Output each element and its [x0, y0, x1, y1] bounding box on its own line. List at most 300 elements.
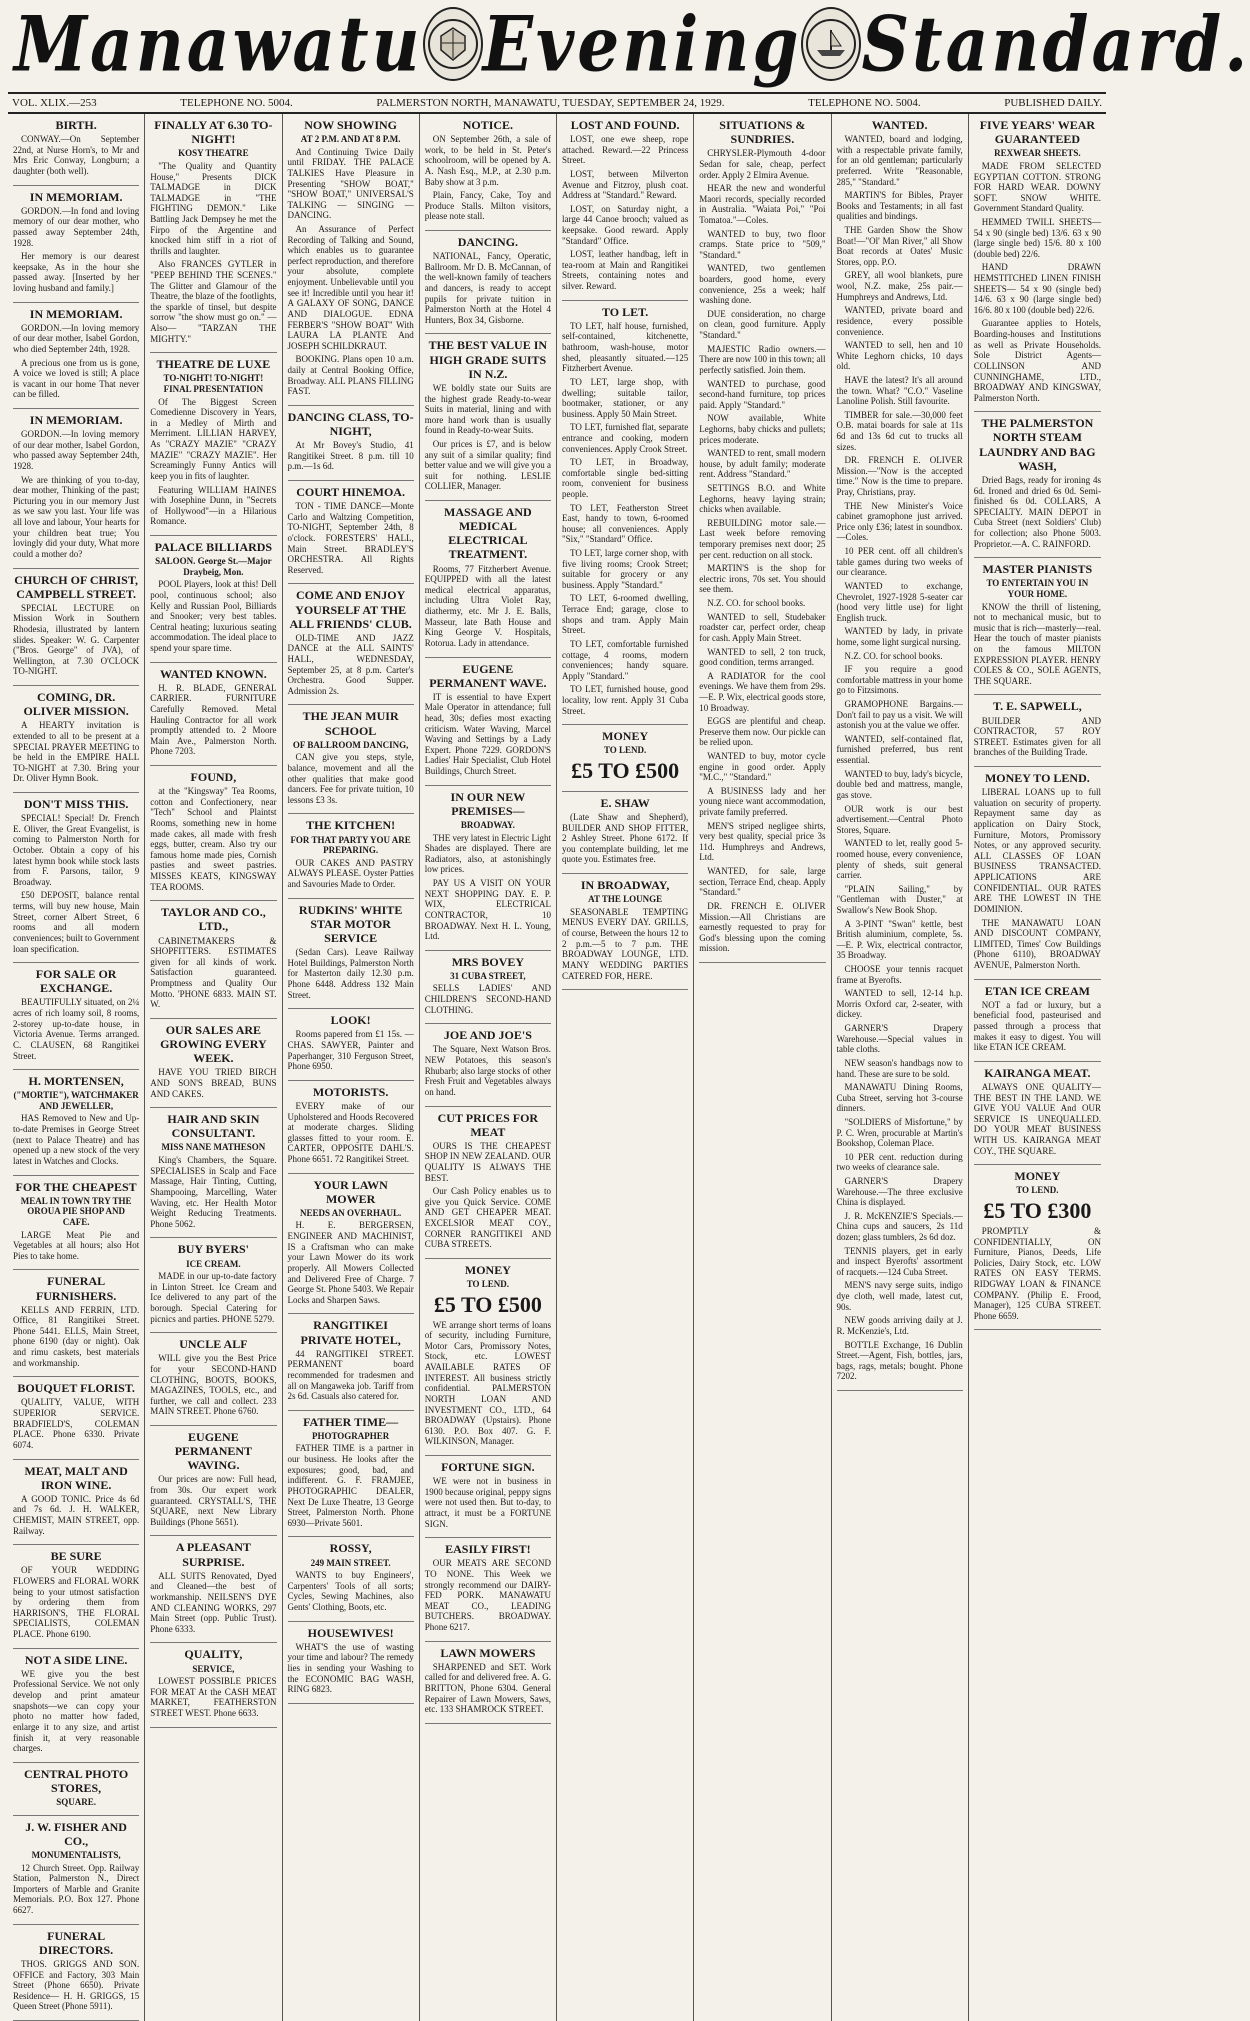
- ad-body: [425, 1662, 551, 1715]
- ad-heading: ETAN ICE CREAM: [984, 983, 1090, 998]
- ad-body: [425, 1320, 551, 1447]
- advertisement: [562, 114, 688, 301]
- ad-body: [13, 997, 139, 1061]
- advertisement: [425, 1024, 551, 1106]
- ad-subheading: KOSY THEATRE: [178, 148, 249, 159]
- loan-amount-range: £5 TO £500: [433, 1291, 542, 1317]
- ad-subheading: SQUARE.: [56, 1797, 96, 1808]
- advertisement: [288, 1174, 414, 1315]
- advertisement: [974, 980, 1101, 1062]
- ad-heading: FINALLY AT 6.30 TO-NIGHT!: [154, 118, 273, 147]
- advertisement: [288, 1009, 414, 1081]
- ad-paragraph: BOTTLE Exchange, 16 Dublin Street.—Agent, Fish, bottles, jars, bags, rags, metals; bought. Phone 7202.: [836, 1339, 963, 1382]
- ad-paragraph: GORDON.—In loving memory of our dear mother, Isabel Gordon, who passed away September 24th, 1928.: [13, 429, 140, 472]
- ad-subheading: PHOTOGRAPHER: [311, 1430, 390, 1441]
- ad-paragraph: WANTED to buy, two floor cramps. State price to "509," "Standard.": [699, 228, 826, 260]
- advertisement: [13, 963, 139, 1070]
- ad-paragraph: DR. FRENCH E. OLIVER Mission.—"Now is the accepted time." Now is the time to prepare. Pray, Christians, pray.: [836, 455, 963, 498]
- ad-body: [425, 564, 551, 649]
- ad-paragraph: TENNIS players, get in early and inspect Byerofts' assortment of racquets.—124 Cuba Street.: [836, 1245, 963, 1277]
- advertisement: [288, 114, 414, 406]
- advertisement: [425, 658, 551, 786]
- ad-body: [13, 1669, 139, 1754]
- ad-body: [13, 1863, 139, 1916]
- ad-body: [150, 1271, 276, 1324]
- ad-heading: CUT PRICES FOR MEAT: [437, 1110, 539, 1139]
- advertisement: [425, 951, 551, 1025]
- ad-paragraph: GREY, all wool blankets, pure wool, N.Z. make, 25s pair.—Humphreys and Andrews, Ltd.: [836, 270, 963, 302]
- ad-heading: FUNERAL FURNISHERS.: [35, 1274, 117, 1303]
- ad-paragraph: WANTED by lady, in private home, some light surgical nursing.: [836, 626, 963, 647]
- ad-subheading: ("MORTIE"), WATCHMAKER AND JEWELLER,: [13, 1090, 139, 1111]
- ship-crest-drawing: [803, 16, 859, 72]
- column-5: [557, 114, 694, 2021]
- ad-subheading: TO LEND.: [466, 1279, 510, 1290]
- ad-heading: COURT HINEMOA.: [296, 484, 405, 499]
- ad-heading: LAWN MOWERS: [440, 1645, 536, 1660]
- ad-paragraph: MARTIN'S for Bibles, Prayer Books and Testaments; in all fast qualities and bindings.: [836, 190, 963, 222]
- ad-paragraph: CHOOSE your tennis racquet frame at Byerofts.: [836, 964, 963, 985]
- ad-subheading: NEEDS AN OVERHAUL.: [299, 1207, 402, 1218]
- ad-body: [13, 1397, 139, 1450]
- ad-subheading: MONUMENTALISTS,: [31, 1849, 121, 1860]
- ad-body: [150, 1474, 276, 1527]
- advertisement: [425, 114, 551, 231]
- ad-body: [150, 1155, 276, 1229]
- ad-paragraph: MAJESTIC Radio owners.—There are now 100 in this town; all perfectly satisfied. Join them.: [699, 343, 826, 375]
- ad-paragraph: IT is essential to have Expert Male Operator in attendance; full head, 30s; defies most exacting criticism. Water Waving, Marcel Waving and Settings by a Lady Expert. Phone 7229. GORDON'S Ladies' Hair Specialist, Club Hotel Buildings, Church Street.: [424, 691, 551, 777]
- ad-paragraph: BUILDER AND CONTRACTOR, 57 ROY STREET. Estimates given for all branches of the Building Trade.: [973, 715, 1101, 758]
- ad-paragraph: £50 DEPOSIT, balance rental terms, will buy new house, Main Street, corner Albert Street, 6 rooms and all modern conveniences; built to Government loan specification.: [13, 890, 140, 954]
- column-2: [145, 114, 282, 2021]
- ad-heading: WANTED.: [871, 118, 928, 132]
- ad-heading: FOR SALE OR EXCHANGE.: [35, 967, 117, 996]
- ad-body: [150, 161, 276, 344]
- ad-heading: FOUND,: [190, 770, 237, 785]
- ad-paragraph: WANTED, for sale, large section, Terrace End, cheap. Apply "Standard.": [699, 866, 826, 898]
- ad-heading: HOUSEWIVES!: [307, 1625, 394, 1640]
- ad-body: [150, 936, 276, 1010]
- advertisement: [699, 114, 825, 963]
- ad-body: [562, 134, 688, 292]
- ad-body: [425, 692, 551, 777]
- ad-paragraph: QUALITY, VALUE, WITH SUPERIOR SERVICE. BRADFIELD'S, COLEMAN PLACE. Phone 6330. Private 6074.: [13, 1397, 140, 1450]
- ad-paragraph: A BUSINESS lady and her young niece want accommodation, private family preferred.: [699, 785, 826, 818]
- column-1: [8, 114, 145, 2021]
- column-7: [832, 114, 969, 2021]
- ad-heading: RUDKINS' WHITE STAR MOTOR SERVICE: [298, 902, 403, 945]
- ad-subheading: AT 2 P.M. AND AT 8 P.M.: [300, 134, 401, 145]
- ad-paragraph: CONWAY.—On September 22nd, at Nurse Horn's, to Mr and Mrs Eric Conway, Longburn; a daughter (both well).: [13, 134, 140, 176]
- ad-paragraph: "SOLDIERS of Misfortune," by P. C. Wren, procurable at Martin's Bookshop, Coleman Place.: [836, 1116, 963, 1149]
- ad-body: [288, 1443, 414, 1528]
- advertisement: [562, 725, 688, 792]
- ad-paragraph: WANTED, private board and residence, every possible convenience.: [836, 305, 963, 337]
- ad-heading: THE JEAN MUIR SCHOOL: [302, 709, 399, 738]
- ad-heading: IN MEMORIAM.: [29, 189, 123, 204]
- ad-paragraph: WANTED to sell, 2 ton truck, good condition, terms arranged.: [699, 646, 826, 668]
- ad-heading: HAIR AND SKIN CONSULTANT.: [167, 1112, 260, 1141]
- ad-paragraph: NEW season's handbags now to hand. These are sure to be sold.: [836, 1057, 963, 1079]
- ad-heading: ROSSY,: [329, 1541, 372, 1556]
- ad-paragraph: WANTED to rent, small modern house, by adult family; moderate rent. Address "Standard.": [699, 448, 826, 480]
- advertisement: [13, 1176, 139, 1271]
- ad-paragraph: WE give you the best Professional Service. We not only develop and print amateur snapshots—we can copy your photo no matter how faded, enlarge it to any size, and artist finish it, at very reasonable charges.: [13, 1668, 140, 1754]
- ad-paragraph: WE arrange short terms of loans of security, including Furniture, Motor Cars, Promissory Notes, Stock, etc. LOWEST AVAILABLE RATES OF INTEREST. All business strictly confidential. PALMERSTON NORTH LOAN AND INVESTMENT CO., LTD., 64 BROADWAY (Upstairs). Phone 6130. P.O. Box 407. G. F. WILKINSON, Manager.: [424, 1319, 551, 1447]
- ad-paragraph: SELLS LADIES' AND CHILDREN'S SECOND-HAND CLOTHING.: [424, 983, 551, 1015]
- ad-heading: MASTER PIANISTS: [982, 562, 1093, 577]
- ad-heading: THEATRE DE LUXE: [156, 357, 271, 372]
- advertisement: [150, 114, 276, 353]
- ad-body: [13, 323, 139, 400]
- ad-body: [974, 161, 1101, 403]
- ad-body: [288, 1642, 414, 1695]
- ad-paragraph: BEAUTIFULLY situated, on 2¼ acres of rich loamy soil, 8 rooms, 2-storey up-to-date house, in Victoria Avenue. Terms arranged. C. CLAUSEN, 68 Rangitikei Street.: [13, 997, 140, 1061]
- ad-paragraph: J. R. McKENZIE'S Specials.—China cups and saucers, 2s 11d dozen; glass tumblers, 2s 6d doz.: [836, 1210, 963, 1243]
- ad-body: [425, 1476, 551, 1529]
- advertisement: [13, 114, 139, 186]
- ad-paragraph: CAN give you steps, style, balance, movement and all the other qualities that make good dancers. Fee for private tuition, 10 lessons £3 3s.: [287, 752, 414, 805]
- ad-subheading: OF BALLROOM DANCING,: [292, 739, 409, 750]
- ad-heading: H. MORTENSEN,: [28, 1074, 124, 1089]
- ad-paragraph: WANTED to sell, Studebaker roadster car, perfect order, cheap for cash. Apply Main Street.: [699, 611, 826, 643]
- ad-paragraph: NOW available, White Leghorns, baby chicks and pullets; prices moderate.: [699, 413, 826, 445]
- ship-crest-icon: [801, 7, 861, 81]
- ad-subheading: MEAL IN TOWN TRY THE OROUA PIE SHOP AND CAFE.: [20, 1195, 132, 1227]
- advertisement: [288, 1537, 414, 1621]
- ad-body: [425, 134, 551, 222]
- ad-paragraph: 44 RANGITIKEI STREET. PERMANENT board recommended for tradesmen and all on Mangaweka job. Tariff from 2s 6d. Casuals also catered for.: [287, 1348, 414, 1402]
- ad-heading: IN MEMORIAM.: [29, 413, 123, 428]
- ad-subheading: TO ENTERTAIN YOU IN YOUR HOME.: [986, 578, 1089, 599]
- advertisement: [562, 301, 688, 725]
- ad-paragraph: A HEARTY invitation is extended to all to be present at a SPECIAL PRAYER MEETING to be held in the EMPIRE HALL TO-NIGHT at 7.30. Bring your Dr. Oliver Hymn Book.: [13, 720, 140, 784]
- ad-paragraph: OUR work is our best advertisement.—Central Photo Stores, Square.: [836, 803, 963, 835]
- ad-body: [699, 148, 825, 954]
- ad-paragraph: MEN'S navy serge suits, indigo dye cloth, well made, latest cut, 90s.: [836, 1280, 963, 1312]
- ad-paragraph: GORDON.—In loving memory of our dear mother, Isabel Gordon, who died September 24th, 1928.: [13, 322, 140, 354]
- advertisement: [288, 1411, 414, 1538]
- ad-body: [425, 1558, 551, 1632]
- ad-body: [288, 1029, 414, 1071]
- ad-paragraph: FATHER TIME is a partner in our business. He looks after the exposures; good, bad, and indifferent. G. F. FRAMJEE, PHOTOGRAPHIC DEALER, Next De Luxe Theatre, 13 George Street, Palmerston North. Phone 6930—Private 5601.: [287, 1443, 414, 1528]
- advertisement: [13, 1545, 139, 1648]
- advertisement: [150, 1108, 276, 1238]
- ad-heading: THE BEST VALUE IN HIGH GRADE SUITS IN N.Z.: [428, 338, 548, 381]
- ad-paragraph: WANTED to buy, motor cycle engine in good order. Apply "M.C.," "Standard.": [699, 751, 826, 783]
- ad-heading: FOR THE CHEAPEST: [15, 1179, 137, 1194]
- ad-body: [13, 1305, 139, 1369]
- ad-paragraph: HAND DRAWN HEMSTITCHED LINEN FINISH SHEETS— 54 x 90 (single bed) 14/6. 63 x 90 (large single bed) 16/6. 80 x 100 (double bed) 22/6.: [973, 262, 1101, 315]
- ad-heading: DON'T MISS THIS.: [23, 797, 129, 812]
- ad-body: [425, 1044, 551, 1097]
- ad-heading: RANGITIKEI PRIVATE HOTEL,: [300, 1318, 401, 1347]
- advertisement: [837, 114, 963, 1391]
- ad-subheading: SALOON. George St.—Major Draybeig, Mon.: [155, 556, 272, 577]
- ad-body: [425, 1141, 551, 1250]
- advertisement: [150, 536, 276, 663]
- ad-heading: UNCLE ALF: [179, 1337, 248, 1352]
- ad-paragraph: Rooms, 77 Fitzherbert Avenue. EQUIPPED with all the latest medical electrical apparatus, including Ultra Violet Ray, diathermy, etc. Mr J. E. Balls, Masseur, late Bath House and King George V. Hospitals, Rotorua. Lady in attendance.: [424, 563, 551, 648]
- ad-paragraph: EGGS are plentiful and cheap. Preserve them now. Our pickle can be relied upon.: [699, 716, 826, 748]
- advertisement: [13, 303, 139, 409]
- ad-paragraph: N.Z. CO. for school books.: [844, 650, 943, 661]
- ad-heading: BIRTH.: [55, 118, 97, 132]
- ad-heading: LOST AND FOUND.: [570, 118, 680, 132]
- ad-paragraph: Her memory is our dearest keepsake, As in the hour she passed away. [Inserted by her loving husband and family.]: [13, 251, 140, 294]
- ad-paragraph: WANTED to purchase, good second-hand furniture, top prices paid. Apply "Standard.": [699, 378, 826, 410]
- ad-body: [150, 1353, 276, 1417]
- advertisement: [562, 792, 688, 874]
- ad-paragraph: MANAWATU Dining Rooms, Cuba Street, serving hot 3-course dinners.: [836, 1082, 963, 1114]
- ad-paragraph: A RADIATOR for the cool evenings. We have them from 29s.—E. P. Wix, electrical goods store, 10 Broadway.: [699, 670, 826, 713]
- ad-heading: MONEY: [464, 1262, 511, 1277]
- ad-paragraph: We are thinking of you to-day, dear mother, Thinking of the past; Picturing you in our memory Just as we saw you last. Your life was all love and labour, Your hearts for your children beat true; You lovingly did your duty, What more could a mother do?: [13, 474, 140, 559]
- ad-paragraph: HEAR the new and wonderful Maori records, specially recorded in Australia. "Waiata Poi," "Poi Tomatoa."—Coles.: [699, 183, 826, 225]
- ad-body: [837, 134, 963, 1382]
- ad-heading: MONEY TO LEND.: [984, 771, 1090, 786]
- ad-paragraph: SEASONABLE TEMPTING MENUS EVERY DAY. GRILLS, of course, Between the hours 12 to 2 p.m.—5 to 7 p.m. THE BROADWAY LOUNGE, LTD. MANY WEDDING PARTIES CATERED FOR, HERE.: [562, 906, 689, 981]
- ad-subheading: REXWEAR SHEETS.: [994, 148, 1081, 159]
- ad-body: [974, 787, 1101, 970]
- ad-paragraph: Our prices are now: Full head, from 30s. Our expert work guaranteed. CRYSTALL'S, THE SQUARE, next New Library Buildings (Phone 5651).: [150, 1474, 277, 1527]
- ad-body: [150, 1067, 276, 1099]
- ad-body: [288, 501, 414, 575]
- ad-subheading: 31 CUBA STREET,: [450, 970, 526, 981]
- ad-paragraph: TO LET, 6-roomed dwelling, Terrace End; garage, close to shops and tram. Apply Main Street.: [562, 593, 689, 636]
- ad-body: [562, 907, 688, 981]
- ad-body: [288, 1220, 414, 1305]
- ad-heading: BOUQUET FLORIST.: [17, 1381, 135, 1396]
- ad-paragraph: GARNER'S Drapery Warehouse.—Special values in table cloths.: [836, 1023, 963, 1055]
- ad-heading: COMING, DR. OLIVER MISSION.: [23, 690, 129, 719]
- ad-paragraph: CABINETMAKERS & SHOPFITTERS. ESTIMATES given for all kinds of work. Satisfaction guaranteed. Promptness and Quality Our Motto. 'PHONE 6833. MAIN ST. W.: [150, 935, 277, 1010]
- ad-paragraph: REBUILDING motor sale.—Last week before removing temporary premises next door; 25 per cent. reduction on all stock.: [699, 517, 826, 560]
- advertisement: [150, 1019, 276, 1108]
- ad-paragraph: "PLAIN Sailing," by "Gentleman with Duster," at Swallow's New Book Shop.: [836, 883, 963, 915]
- ad-body: [974, 1082, 1101, 1156]
- ad-paragraph: OUR MEATS ARE SECOND TO NONE. This Week we strongly recommend our DAIRY-FED PORK. MANAWATU MEAT CO., LEADING BUTCHERS. BROADWAY. Phone 6217.: [424, 1558, 551, 1632]
- ad-paragraph: THE Garden Show the Show Boat!—"Ol' Man River," all Show Boat records at Oates' Music Stores, opp. P.O.: [836, 225, 963, 267]
- loan-amount-range: £5 TO £500: [571, 757, 680, 783]
- ad-body: [150, 1676, 276, 1718]
- ad-subheading: 249 MAIN STREET.: [310, 1557, 391, 1568]
- ad-subheading: SERVICE,: [192, 1663, 235, 1674]
- advertisement: [150, 1643, 276, 1727]
- ad-subheading: BROADWAY.: [460, 820, 515, 831]
- ad-heading: MOTORISTS.: [312, 1084, 389, 1099]
- ad-paragraph: PAY US A VISIT ON YOUR NEXT SHOPPING DAY. E. P. WIX, ELECTRICAL CONTRACTOR, 10 BROADWAY. Next H. L. Young, Ltd.: [424, 878, 551, 942]
- ad-heading: DANCING CLASS, TO-NIGHT,: [287, 409, 414, 438]
- ad-heading: FIVE YEARS' WEAR GUARANTEED: [979, 118, 1096, 147]
- ad-paragraph: POOL Players, look at this! Dell pool, continuous school; also Kelly and Russian Pool, Billiards and Snooker; very best tables. Central heating; luxurious seating accommodation. The ideal place to spend your spare time.: [150, 579, 277, 653]
- ad-body: [288, 1101, 414, 1165]
- column-4: [420, 114, 557, 2021]
- ad-paragraph: IF you require a good comfortable mattress in your home go to Fitzsimons.: [836, 664, 963, 696]
- ad-paragraph: ALWAYS ONE QUALITY—THE BEST IN THE LAND. WE GIVE YOU VALUE And OUR SERVICE IS UNEQUALLED. DO YOUR MEAT BUSINESS WITH US. KAIRANGA MEAT COY., THE SQUARE.: [973, 1081, 1101, 1156]
- ad-heading: THE PALMERSTON NORTH STEAM LAUNDRY AND BAG WASH,: [979, 416, 1096, 473]
- advertisement: [13, 1460, 139, 1546]
- ad-paragraph: DR. FRENCH E. OLIVER Mission.—All Christians are earnestly requested to pray for God's blessing upon the coming mission.: [699, 900, 826, 954]
- ad-paragraph: at the "Kingsway" Tea Rooms, cotton and Confectionery, near "Tech" School and Plaintst Rooms, something new in home made cakes, all made with fresh eggs, butter, cream. Also try our famous home made pies, Cornish pasties and sweet pastries. MISSES KEATS, KINGSWAY TEA ROOMS.: [150, 786, 277, 892]
- ad-paragraph: TIMBER for sale.—30,000 feet O.B. matai boards for sale at 11s 6d and 13s 6d cut to trucks all sizes.: [836, 409, 963, 452]
- ad-heading: EUGENE PERMANENT WAVING.: [174, 1429, 253, 1473]
- ad-body: [13, 1230, 139, 1262]
- ad-paragraph: WE boldly state our Suits are the highest grade Ready-to-wear Suits in material, lining and with more hand work than is usually found in Ready-to-wear Suits.: [424, 382, 551, 436]
- coat-of-arms-icon: [423, 7, 483, 81]
- ad-heading: FATHER TIME—: [303, 1414, 399, 1429]
- ad-paragraph: WANTED, two gentlemen boarders, good home, every convenience, 25s a week; half washing done.: [699, 263, 826, 306]
- ad-heading: J. W. FISHER AND CO.,: [25, 1819, 127, 1848]
- ad-paragraph: (Late Shaw and Shepherd), BUILDER AND SHOP FITTER, 2 Ashley Street. Phone 6172. If you contemplate building, let me quote you. Estimates free.: [562, 812, 689, 865]
- ad-paragraph: TO LET, in Broadway, comfortable single bed-sitting room, convenient for business people.: [562, 457, 689, 499]
- ad-body: [288, 752, 414, 805]
- ad-paragraph: OUR CAKES AND PASTRY ALWAYS PLEASE. Oyster Patties and Savouries Made to Order.: [287, 857, 414, 890]
- ad-body: [150, 397, 276, 527]
- masthead: [0, 0, 1250, 89]
- ad-paragraph: WANTED, board and lodging, with a respectable private family, for an old gentleman; particularly preferred. Write "Reasonable, 285," "Standard.": [836, 134, 963, 187]
- ad-paragraph: MEN'S striped negligee shirts, very best quality, special price 3s 11d. Humphreys and Andrews, Ltd.: [699, 820, 826, 863]
- ad-body: [288, 1349, 414, 1402]
- ad-subheading: AT THE LOUNGE: [588, 894, 663, 905]
- ad-body: [150, 786, 276, 892]
- ad-paragraph: TO LET, furnished flat, separate entrance and cooking, modern conveniences. Apply Crook Street.: [562, 422, 689, 454]
- ad-body: [974, 1226, 1101, 1321]
- advertisement: [288, 406, 414, 481]
- place-and-date: PALMERSTON NORTH, MANAWATU, TUESDAY, SEPTEMBER 24, 1929.: [376, 97, 725, 109]
- advertisement: [288, 814, 414, 898]
- ad-paragraph: LARGE Meat Pie and Vegetables at all hours; also Hot Pies to take home.: [13, 1229, 140, 1261]
- ad-subheading: TO LEND.: [1016, 1185, 1059, 1196]
- advertisement: [150, 663, 276, 766]
- volume-number: VOL. XLIX.—253: [12, 97, 97, 109]
- advertisement: [150, 1238, 276, 1333]
- ad-paragraph: OF YOUR WEDDING FLOWERS and FLORAL WORK being to your utmost satisfaction by ordering them from HARRISON'S, THE FLORAL SPECIALISTS, COLEMAN PLACE. Phone 6190.: [13, 1565, 140, 1640]
- ad-paragraph: GORDON.—In fond and loving memory of our dear mother, who passed away September 24th, 1928.: [13, 205, 140, 248]
- advertisement: [13, 1377, 139, 1459]
- ad-paragraph: A precious one from us is gone, A voice we loved is still; A place is vacant in our home That never can be filled.: [13, 357, 140, 400]
- ad-paragraph: MADE in our up-to-date factory in Linton Street. Ice Cream and Ice delivered to any part of the borough. Special Catering for picnics and parties. PHONE 5279.: [150, 1271, 277, 1324]
- ad-paragraph: H. R. BLADE, GENERAL CARRIER. FURNITURE Carefully Removed. Metal Hauling Contractor for all work promptly attended to. 2 Moore Main Ave., Palmerston North. Phone 7203.: [150, 682, 277, 757]
- masthead-title-left: Manawatu: [14, 0, 423, 89]
- ad-heading: IN MEMORIAM.: [29, 306, 123, 321]
- ad-paragraph: LOST, on Saturday night, a large 44 Canoe brooch; valued as keepsake. Good reward. Apply "Standard" Office.: [562, 203, 689, 246]
- ad-paragraph: An Assurance of Perfect Recording of Talking and Sound, which enables us to guarantee perfect reproduction, and therefore your absolute, complete enjoyment. Unbelievable until you see it! Incredible until you hear it! A GALAXY OF SONG, DANCE AND DIALOGUE. EDNA FERBER'S "SHOW BOAT" With LAURA LA PLANTE And JOSEPH SCHILDKRAUT.: [287, 224, 414, 351]
- advertisement: [425, 501, 551, 658]
- ad-paragraph: TO LET, furnished house, good locality, low rent. Apply 31 Cuba Street.: [562, 684, 689, 716]
- ad-paragraph: Our Cash Policy enables us to give you Quick Service. COME AND GET CHEAPER MEAT. EXCELSIOR MEAT COY., CORNER RANGITIKEI AND CUBA STREETS.: [424, 1186, 551, 1250]
- ad-body: [974, 475, 1101, 549]
- advertisement: [425, 1538, 551, 1641]
- ad-paragraph: (Sedan Cars). Leave Railway Hotel Buildings, Palmerston North for Masterton daily 12.30 p.m. Phone 6448. Address 132 Main Street.: [287, 947, 414, 1000]
- ad-body: [425, 833, 551, 942]
- ad-body: [13, 1494, 139, 1536]
- advertisement: [13, 409, 139, 568]
- ad-paragraph: H. E. BERGERSEN, ENGINEER AND MACHINIST, IS a Craftsman who can make your Lawn Mower do its work properly. All Mowers Collected and Delivered Free of Charge. 7 George St. Phone 5403. We Repair Locks and Sharpen Saws.: [287, 1220, 414, 1305]
- advertisement: [425, 334, 551, 501]
- advertisement: [150, 901, 276, 1019]
- ad-paragraph: WANTS to buy Engineers', Carpenters' Tools of all sorts; Cycles, Sewing Machines, also Gents' Clothing, Boots, etc.: [287, 1570, 414, 1612]
- ad-paragraph: TO LET, comfortable furnished cottage, 4 rooms, modern conveniences; handy square. Apply "Standard.": [562, 638, 689, 681]
- ad-paragraph: NATIONAL, Fancy, Operatic, Ballroom. Mr D. B. McCannan, of the well-known family of teachers and dancers, is ready to accept pupils for private tuition in Palmerston North at the Hotel 4 Hunters, Box 34, Gisborne.: [424, 251, 551, 325]
- advertisement: [288, 705, 414, 814]
- column-3: [283, 114, 420, 2021]
- ad-body: [13, 134, 139, 176]
- ad-paragraph: Featuring WILLIAM HAINES with Josephine Dunn, in "Secrets of Hollywood"—in a Hilarious Romance.: [150, 484, 277, 527]
- ad-heading: A PLEASANT SURPRISE.: [175, 1540, 251, 1569]
- advertisement: [13, 569, 139, 687]
- advertisement: [13, 1070, 139, 1175]
- advertisement: [425, 1642, 551, 1724]
- advertisement: [974, 1062, 1101, 1165]
- ad-heading: MONEY: [1014, 1169, 1061, 1184]
- ad-paragraph: OURS IS THE CHEAPEST SHOP IN NEW ZEALAND. OUR QUALITY IS ALWAYS THE BEST.: [424, 1140, 551, 1183]
- ad-body: [974, 1000, 1101, 1053]
- advertisement: [150, 1333, 276, 1426]
- ad-heading: KAIRANGA MEAT.: [984, 1065, 1091, 1080]
- ad-subheading: TO-NIGHT! TO-NIGHT! FINAL PRESENTATION: [163, 373, 264, 395]
- ad-heading: IN OUR NEW PREMISES—: [450, 789, 526, 818]
- ad-paragraph: WANTED to sell, 12-14 h.p. Morris Oxford car, 2-seater, with dickey.: [836, 988, 963, 1020]
- ad-paragraph: TO LET, large shop, with dwelling; suitable tailor, bootmaker, stationer, or any business. Apply 50 Main Street.: [562, 376, 689, 419]
- ad-paragraph: NEW goods arriving daily at J. R. McKenzie's, Ltd.: [836, 1315, 963, 1336]
- ad-body: [288, 147, 414, 397]
- ad-paragraph: SETTINGS B.O. and White Leghorns, heavy laying strain; chicks when available.: [699, 482, 826, 515]
- ad-heading: OUR SALES ARE GROWING EVERY WEEK.: [160, 1022, 267, 1066]
- ad-paragraph: LIBERAL LOANS up to full valuation on security of property. Repayment same day as application on Dairy Stock, Furniture, Motors, Promissory Notes, or any approved security. ALL CLASSES OF LOAN BUSINESS TRANSACTED. APPLICATIONS ARE CONFIDENTIAL. OUR RATES ARE THE LOWEST IN THE DOMINION.: [973, 787, 1101, 914]
- ad-heading: JOE AND JOE'S: [443, 1028, 532, 1043]
- ad-heading: FORTUNE SIGN.: [441, 1459, 535, 1474]
- advertisement: [150, 1536, 276, 1643]
- ad-paragraph: Rooms papered from £1 15s. —CHAS. SAWYER, Painter and Paperhanger, 310 Ferguson Street, Phone 6950.: [287, 1029, 414, 1072]
- advertisement: [288, 899, 414, 1010]
- ad-paragraph: N.Z. CO. for school books.: [707, 598, 806, 609]
- ad-paragraph: HAVE YOU TRIED BIRCH AND SON'S BREAD, BUNS AND CAKES.: [150, 1067, 277, 1099]
- ad-body: [13, 429, 139, 559]
- ad-body: [425, 251, 551, 325]
- advertisement: [974, 695, 1101, 767]
- dateline: [8, 92, 1106, 114]
- published-daily: PUBLISHED DAILY.: [1004, 97, 1102, 109]
- advertisement: [974, 412, 1101, 558]
- ad-paragraph: LOST, leather handbag, left in tea-room at Main and Rangitikei Streets, containing notes and silver. Reward.: [562, 249, 689, 292]
- ad-body: [425, 983, 551, 1015]
- ad-heading: DANCING.: [457, 235, 519, 250]
- advertisement: [13, 1649, 139, 1763]
- ad-paragraph: WANTED to let, really good 5-roomed house, every convenience, plenty of sheds, suit general carrier.: [836, 838, 963, 881]
- ad-paragraph: GARNER'S Drapery Warehouse.—The three exclusive China is displayed.: [836, 1176, 963, 1208]
- ad-paragraph: BOOKING. Plans open 10 a.m. daily at Central Booking Office, Broadway. ALL PLANS FILLING FAST.: [287, 354, 414, 397]
- ad-body: [562, 812, 688, 865]
- ad-heading: T. E. SAPWELL,: [992, 699, 1082, 714]
- ad-paragraph: HAS Removed to New and Up-to-date Premises in George Street (next to Palace Theatre) and has opened up a new stock of the very latest in Watches and Clocks.: [13, 1113, 140, 1166]
- ad-body: [150, 1571, 276, 1635]
- ad-body: [974, 602, 1101, 687]
- ad-body: [288, 633, 414, 697]
- advertisement: [425, 786, 551, 951]
- ad-paragraph: LOST, between Milverton Avenue and Fitzroy, plush coat. Address at "Standard." Reward.: [562, 168, 689, 201]
- ad-paragraph: A 3-PINT "Swan" kettle, best British aluminium, complete, 5s.—E. P. Wix, electrical contractor, 35 Broadway.: [836, 918, 963, 961]
- ad-paragraph: PROMPTLY & CONFIDENTIALLY, ON Furniture, Pianos, Deeds, Life Policies, Dairy Stock, etc. LOW RATES ON EASY TERMS. RIDGWAY LOAN & FINANCE COMPANY. (Philip E. Frood, Manager), 125 CUBA STREET. Phone 6659.: [973, 1225, 1101, 1321]
- column-8: [969, 114, 1106, 2021]
- advertisement: [974, 114, 1101, 412]
- advertisement: [13, 1270, 139, 1377]
- ad-body: [974, 716, 1101, 758]
- ad-heading: CENTRAL PHOTO STORES,: [24, 1766, 129, 1795]
- advertisement: [974, 767, 1101, 980]
- ad-paragraph: WANTED to exchange, Chevrolet, 1927-1928 5-seater car (hood very little use) for light English truck.: [836, 580, 963, 623]
- ad-heading: YOUR LAWN MOWER: [313, 1177, 388, 1206]
